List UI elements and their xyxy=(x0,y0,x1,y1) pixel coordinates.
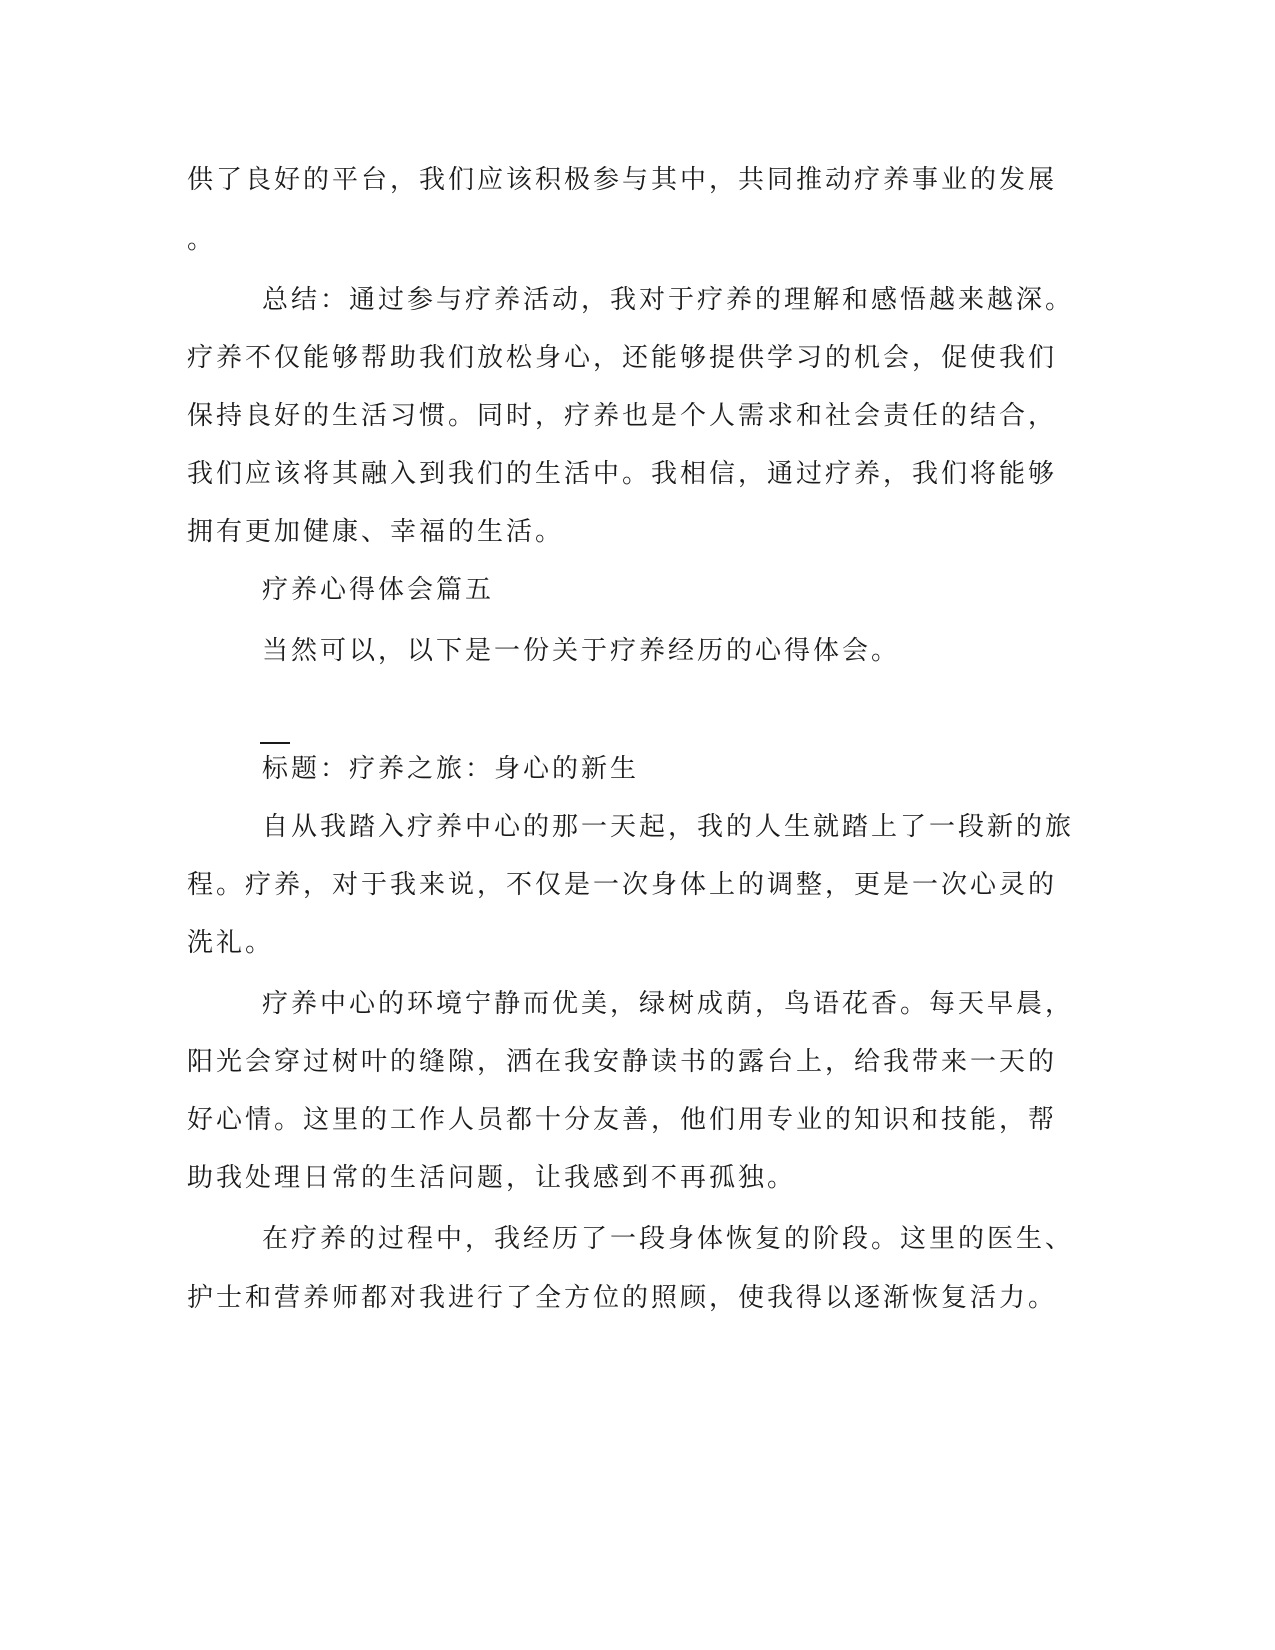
text-line: 疗养不仅能够帮助我们放松身心，还能够提供学习的机会，促使我们 xyxy=(187,343,1058,373)
text-line: 洗礼。 xyxy=(187,928,275,958)
text-line: 阳光会穿过树叶的缝隙，洒在我安静读书的露台上，给我带来一天的 xyxy=(187,1047,1058,1077)
text-line: 程。疗养，对于我来说，不仅是一次身体上的调整，更是一次心灵的 xyxy=(187,870,1058,900)
text-line: 保持良好的生活习惯。同时，疗养也是个人需求和社会责任的结合， xyxy=(187,401,1058,431)
paragraph-start: 疗养中心的环境宁静而优美，绿树成荫，鸟语花香。每天早晨， xyxy=(262,989,1075,1019)
text-line: 。 xyxy=(187,225,217,255)
text-line: 供了良好的平台，我们应该积极参与其中，共同推动疗养事业的发展 xyxy=(187,165,1058,195)
article-title: 标题：疗养之旅：身心的新生 xyxy=(262,754,640,784)
paragraph-start: 总结：通过参与疗养活动，我对于疗养的理解和感悟越来越深。 xyxy=(262,285,1075,315)
paragraph-start: 自从我踏入疗养中心的那一天起，我的人生就踏上了一段新的旅 xyxy=(262,812,1075,842)
text-line: 护士和营养师都对我进行了全方位的照顾，使我得以逐渐恢复活力。 xyxy=(187,1283,1058,1313)
separator-dash xyxy=(260,742,290,744)
text-line: 助我处理日常的生活问题，让我感到不再孤独。 xyxy=(187,1163,797,1193)
paragraph-start: 当然可以，以下是一份关于疗养经历的心得体会。 xyxy=(262,636,901,666)
paragraph-start: 在疗养的过程中，我经历了一段身体恢复的阶段。这里的医生、 xyxy=(262,1224,1075,1254)
text-line: 好心情。这里的工作人员都十分友善，他们用专业的知识和技能，帮 xyxy=(187,1105,1058,1135)
section-heading: 疗养心得体会篇五 xyxy=(262,575,495,605)
text-line: 拥有更加健康、幸福的生活。 xyxy=(187,517,565,547)
text-line: 我们应该将其融入到我们的生活中。我相信，通过疗养，我们将能够 xyxy=(187,459,1058,489)
